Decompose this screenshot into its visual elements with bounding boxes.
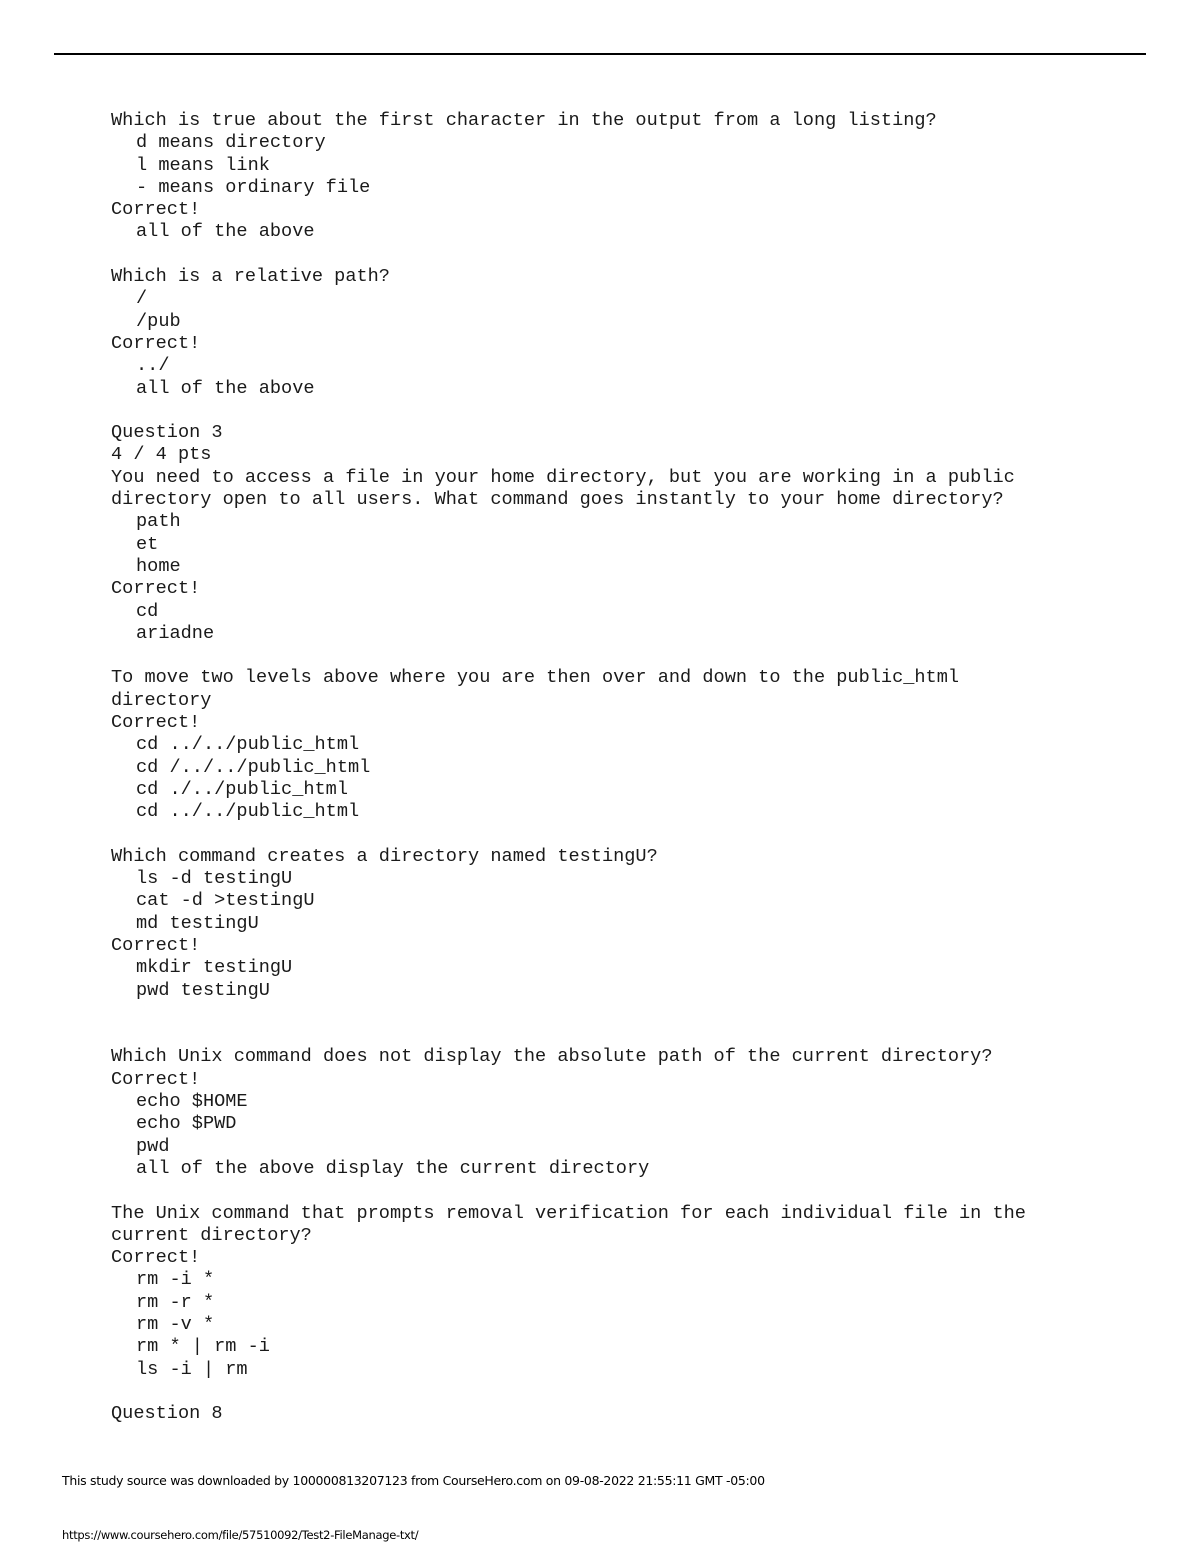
answer-option: all of the above display the current directory [136, 1157, 650, 1179]
answer-option: et [136, 533, 159, 555]
correct-label: Correct! [111, 1247, 201, 1269]
answer-option: home [136, 555, 181, 577]
correct-answer: all of the above [136, 221, 315, 243]
answer-option: cd ../../public_html [136, 801, 360, 823]
question-heading: Question 3 [111, 422, 223, 444]
answer-option: cd ./../public_html [136, 778, 349, 800]
correct-label: Correct! [111, 578, 201, 600]
question-prompt: Which command creates a directory named testingU? [111, 845, 658, 867]
correct-answer: echo $HOME [136, 1091, 248, 1113]
answer-option: d means directory [136, 132, 326, 154]
answer-option: cat -d >testingU [136, 890, 315, 912]
download-source-note: This study source was downloaded by 100000813207123 from CourseHero.com on 09-08-2022 21:55:11 GMT -05:00 [62, 1473, 765, 1488]
correct-label: Correct! [111, 1068, 201, 1090]
correct-answer: cd [136, 600, 159, 622]
answer-option: pwd testingU [136, 979, 270, 1001]
answer-option: rm -v * [136, 1314, 215, 1336]
source-url[interactable]: https://www.coursehero.com/file/57510092/Test2-FileManage-txt/ [62, 1528, 419, 1542]
correct-label: Correct! [111, 332, 201, 354]
correct-answer: cd ../../public_html [136, 734, 360, 756]
question-heading: Question 8 [111, 1403, 223, 1425]
question-prompt: Which Unix command does not display the absolute path of the current directory? [111, 1046, 993, 1068]
answer-option: ariadne [136, 622, 215, 644]
answer-option: md testingU [136, 912, 259, 934]
quiz-content [111, 110, 1151, 1426]
answer-option: rm -r * [136, 1291, 215, 1313]
question-points: 4 / 4 pts [111, 444, 212, 466]
correct-answer: ../ [136, 355, 170, 377]
answer-option: / [136, 288, 148, 310]
answer-option: path [136, 511, 181, 533]
question-prompt: directory [111, 689, 212, 711]
correct-label: Correct! [111, 199, 201, 221]
question-prompt: directory open to all users. What command goes instantly to your home directory? [111, 489, 1004, 511]
correct-answer: mkdir testingU [136, 957, 293, 979]
correct-label: Correct! [111, 934, 201, 956]
correct-label: Correct! [111, 712, 201, 734]
question-prompt: To move two levels above where you are then over and down to the public_html [111, 667, 960, 689]
question-prompt: You need to access a file in your home directory, but you are working in a public [111, 466, 1015, 488]
question-prompt: current directory? [111, 1224, 312, 1246]
answer-option: rm * | rm -i [136, 1336, 270, 1358]
answer-option: all of the above [136, 377, 315, 399]
question-prompt: The Unix command that prompts removal verification for each individual file in the [111, 1202, 1026, 1224]
answer-option: ls -d testingU [136, 868, 293, 890]
question-prompt: Which is true about the first character in the output from a long listing? [111, 110, 937, 131]
question-prompt: Which is a relative path? [111, 266, 390, 288]
top-rule [54, 53, 1146, 55]
correct-answer: rm -i * [136, 1269, 215, 1291]
answer-option: ls -i | rm [136, 1358, 248, 1380]
answer-option: cd /../../public_html [136, 756, 371, 778]
answer-option: - means ordinary file [136, 176, 371, 198]
answer-option: pwd [136, 1135, 170, 1157]
answer-option: /pub [136, 310, 181, 332]
answer-option: echo $PWD [136, 1113, 237, 1135]
answer-option: l means link [136, 154, 270, 176]
